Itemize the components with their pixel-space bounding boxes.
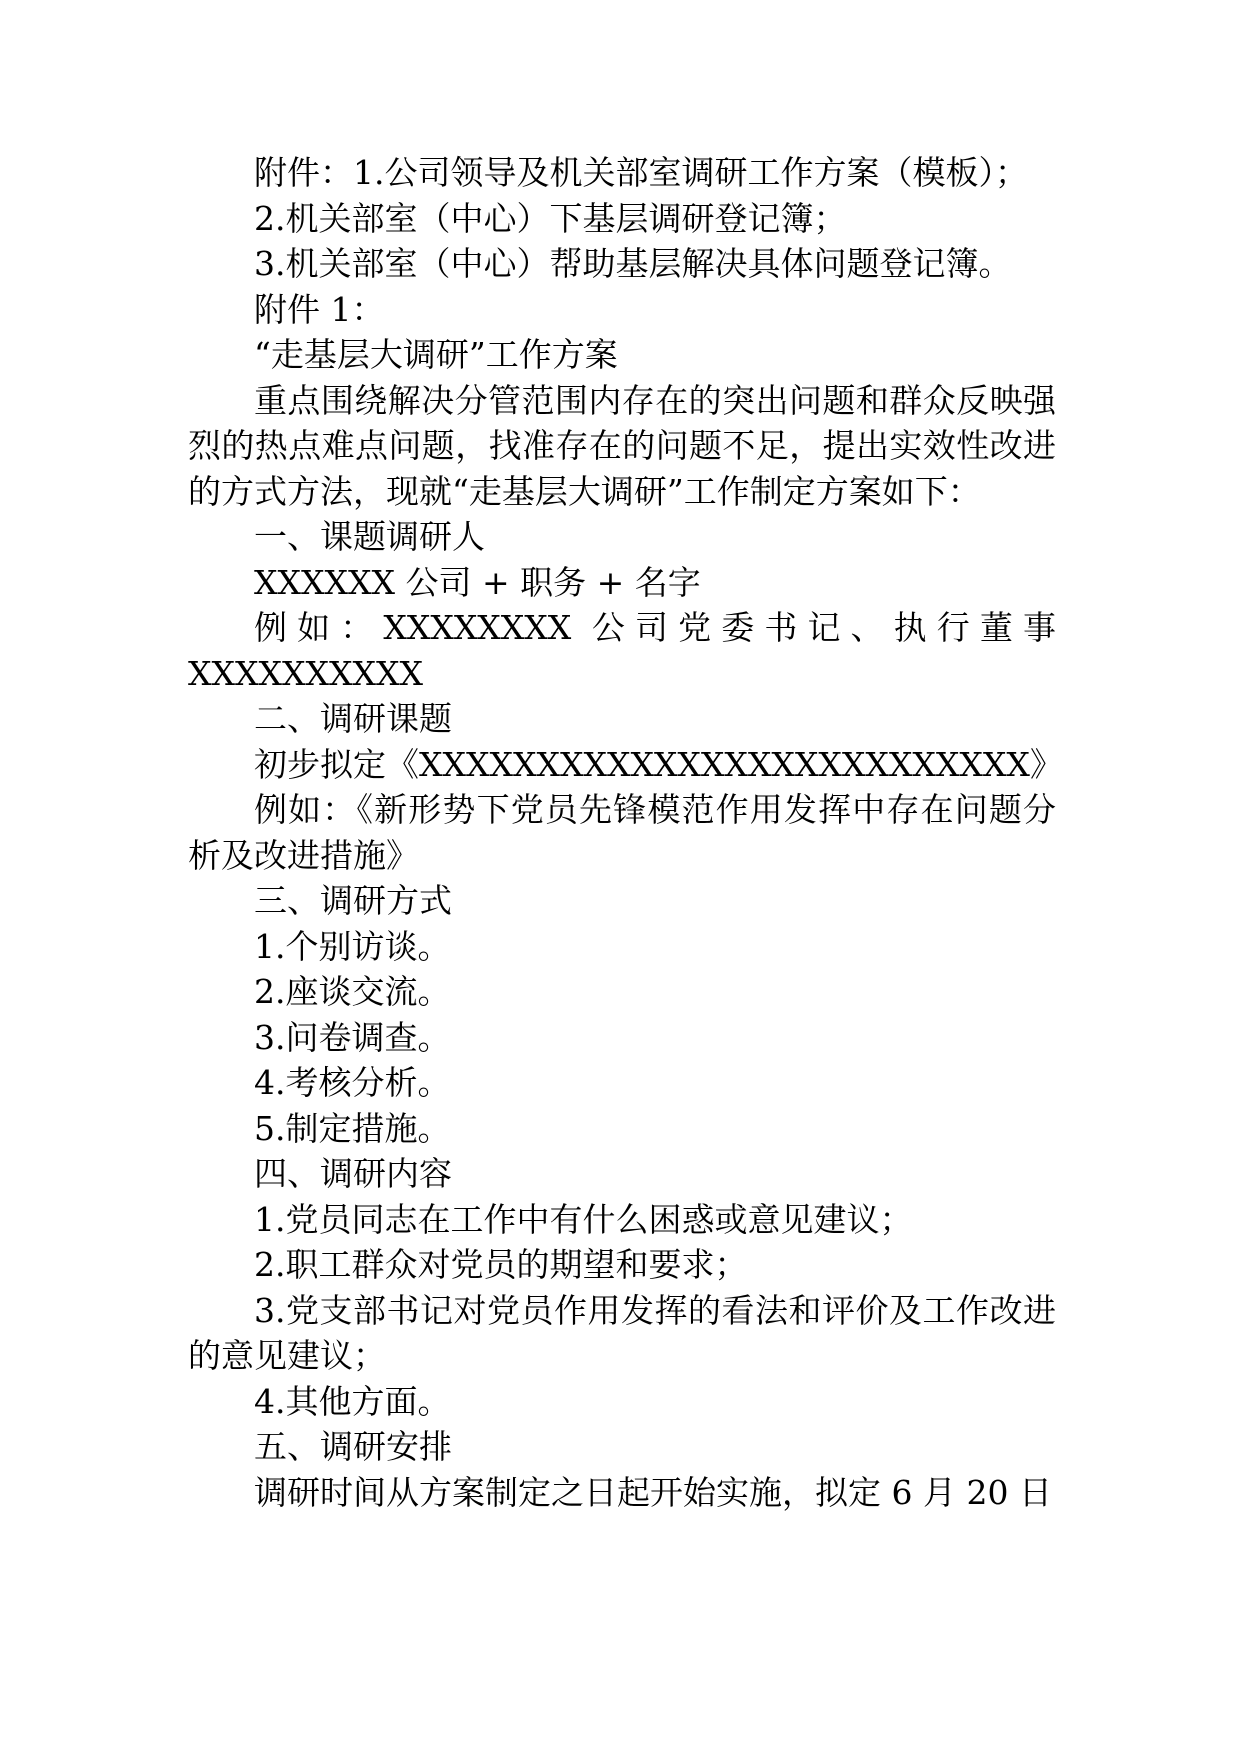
method-item: 2.座谈交流。 xyxy=(254,972,451,1011)
attachment-1-label: 附件 1： xyxy=(254,289,385,329)
content-item: 3.党支部书记对党员作用发挥的看法和评价及工作改进的意见建议； xyxy=(188,1290,1056,1375)
section-heading-researcher: 一、课题调研人 xyxy=(254,517,485,556)
content-item: 4.其他方面。 xyxy=(254,1381,451,1421)
topic-example: 例如：《新形势下党员先锋模范作用发挥中存在问题分析及改进措施》 xyxy=(188,790,1056,875)
researcher-format: XXXXXX 公司 + 职务 + 名字 xyxy=(254,562,701,602)
section-heading-method: 三、调研方式 xyxy=(254,881,452,920)
schedule-text: 调研时间从方案制定之日起开始实施，拟定 6 月 20 日 xyxy=(254,1472,1052,1512)
attachments-line: 附件：1.公司领导及机关部室调研工作方案（模板）； xyxy=(254,153,1028,192)
section-heading-schedule: 五、调研安排 xyxy=(254,1427,452,1466)
attachment-item-3: 3.机关部室（中心）帮助基层解决具体问题登记簿。 xyxy=(254,244,1012,283)
topic-draft: 初步拟定《XXXXXXXXXXXXXXXXXXXXXXXXXX》 xyxy=(254,744,1063,784)
section-heading-topic: 二、调研课题 xyxy=(254,699,452,738)
intro-paragraph: 重点围绕解决分管范围内存在的突出问题和群众反映强烈的热点难点问题，找准存在的问题不足，提出实效性改进的方式方法，现就“走基层大调研”工作制定方案如下： xyxy=(188,380,1056,511)
researcher-example: 例如：XXXXXXXX 公司党委书记、执行董事 XXXXXXXXXX xyxy=(188,608,1056,693)
document-body xyxy=(188,150,1063,1515)
method-item: 4.考核分析。 xyxy=(254,1063,451,1102)
content-item: 1.党员同志在工作中有什么困惑或意见建议； xyxy=(254,1199,913,1239)
method-item: 5.制定措施。 xyxy=(254,1108,451,1148)
section-heading-content: 四、调研内容 xyxy=(254,1154,452,1193)
content-item: 2.职工群众对党员的期望和要求； xyxy=(254,1245,748,1284)
attachment-item-2: 2.机关部室（中心）下基层调研登记簿； xyxy=(254,198,847,238)
method-item: 1.个别访谈。 xyxy=(254,926,451,966)
plan-title: “走基层大调研”工作方案 xyxy=(254,335,618,374)
method-item: 3.问卷调查。 xyxy=(254,1017,451,1057)
